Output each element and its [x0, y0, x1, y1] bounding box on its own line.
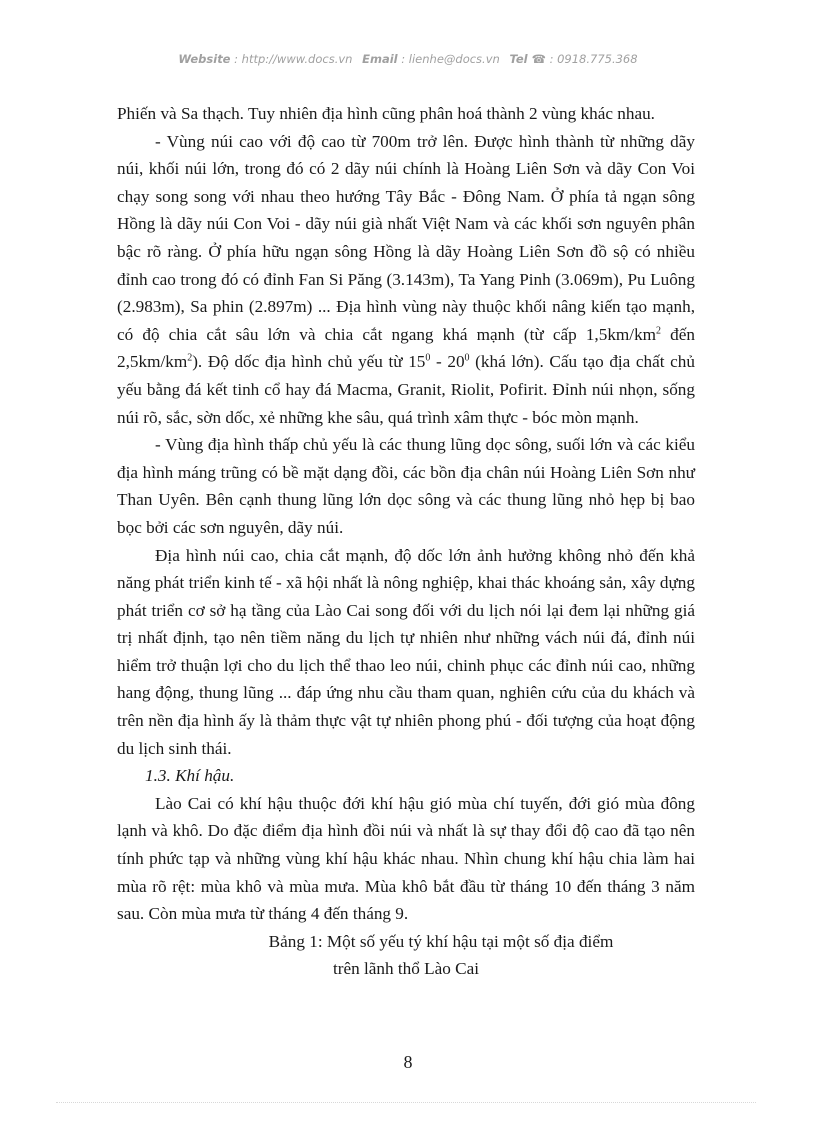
- email-address[interactable]: : lienhe@docs.vn: [401, 52, 500, 66]
- footer-divider: [56, 1102, 756, 1103]
- paragraph-low-terrain: - Vùng địa hình thấp chủ yếu là các thung lũng dọc sông, suối lớn và các kiểu địa hình máng trũng có bề mặt dạng đồi, các bồn địa chân núi Hoàng Liên Sơn như Than Uyên. Bên cạnh thung lũng lớn dọc sông và các thung lũng nhỏ hẹp bị bao bọc bởi các sơn nguyên, dãy núi.: [117, 435, 695, 537]
- paragraph-continuation: Phiến và Sa thạch. Tuy nhiên địa hình cũng phân hoá thành 2 vùng khác nhau.: [117, 104, 655, 123]
- table-caption-line-2: trên lãnh thổ Lào Cai: [332, 959, 480, 979]
- p2-superscript-3: 0: [425, 352, 431, 364]
- paragraph-terrain-impact: Địa hình núi cao, chia cắt mạnh, độ dốc lớn ảnh hưởng không nhỏ đến khả năng phát triển kinh tế - xã hội nhất là nông nghiệp, khai thác khoáng sản, xây dựng phát triển cơ sở hạ tầng của Lào Cai song đối với du lịch nói lại đem lại những giá trị nhất định, tạo nên tiềm năng du lịch tự nhiên như những vách núi đá, đỉnh núi hiểm trở thuận lợi cho du lịch thể thao leo núi, chinh phục các đỉnh núi cao, những hang động, thung lũng ... đáp ứng nhu cầu tham quan, nghiên cứu của du khách và trên nền địa hình ấy là thảm thực vật tự nhiên phong phú - đối tượng của hoạt động du lịch sinh thái.: [117, 545, 695, 758]
- p2-text-d: - 20: [430, 352, 465, 372]
- p2-superscript-2: 2: [187, 352, 193, 364]
- paragraph-high-mountains: [117, 128, 695, 432]
- p2-text-e: (khá lớn). Cấu tạo địa chất chủ yếu bằng đá kết tinh cổ hay đá Macma, Granit, Riolit, Pofirit. Đỉnh núi nhọn, sống núi rõ, sắc, sờn dốc, xẻ những khe sâu, quá trình xâm thực - bóc mòn mạnh.: [117, 352, 695, 427]
- page-number: 8: [403, 1052, 413, 1072]
- document-body: [117, 100, 695, 983]
- p2-text-a: - Vùng núi cao với độ cao từ 700m trở lên. Được hình thành từ những dãy núi, khối núi lớn, trong đó có 2 dãy núi chính là Hoàng Liên Sơn và dãy Con Voi chạy song song với nhau theo hướng Tây Bắc - Đông Nam. Ở phía tả ngạn sông Hồng là dãy núi Con Voi - dãy núi già nhất Việt Nam và các khối sơn nguyên phân bậc rõ ràng. Ở phía hữu ngạn sông Hồng là dãy Hoàng Liên Sơn đồ sộ có nhiều đỉnh cao trong đó có đỉnh Fan Si Păng (3.143m), Ta Yang Pinh (3.069m), Pu Luông (2.983m), Sa phin (2.897m) ... Địa hình vùng này thuộc khối nâng kiến tạo mạnh, có độ chia cắt sâu lớn và chia cắt ngang khá mạnh (từ cấp 1,5km/km: [117, 131, 695, 344]
- section-heading-climate: 1.3. Khí hậu.: [145, 766, 235, 786]
- paragraph-climate: Lào Cai có khí hậu thuộc đới khí hậu gió mùa chí tuyến, đới gió mùa đông lạnh và khô. Do đặc điểm địa hình đồi núi và nhất là sự thay đổi độ cao đã tạo nên tính phức tạp và những vùng khí hậu khác nhau. Nhìn chung khí hậu chia làm hai mùa rõ rệt: mùa khô và mùa mưa. Mùa khô bắt đầu từ tháng 10 đến tháng 3 năm sau. Còn mùa mưa từ tháng 4 đến tháng 9.: [117, 793, 695, 924]
- tel-number: : 0918.775.368: [549, 52, 638, 66]
- website-url[interactable]: : http://www.docs.vn: [234, 52, 353, 66]
- table-caption-line-1: Bảng 1: Một số yếu tý khí hậu tại một số địa điểm: [268, 931, 614, 951]
- page-header: [0, 52, 816, 66]
- website-label: Website: [178, 52, 231, 66]
- p2-text-c: ). Độ dốc địa hình chủ yếu từ 15: [192, 352, 426, 372]
- email-label: Email: [362, 52, 398, 66]
- tel-label: Tel ☎: [509, 52, 546, 66]
- p2-superscript-1: 2: [656, 325, 662, 337]
- p2-superscript-4: 0: [464, 352, 470, 364]
- p2-text-b: đến 2,5km/km: [117, 324, 695, 372]
